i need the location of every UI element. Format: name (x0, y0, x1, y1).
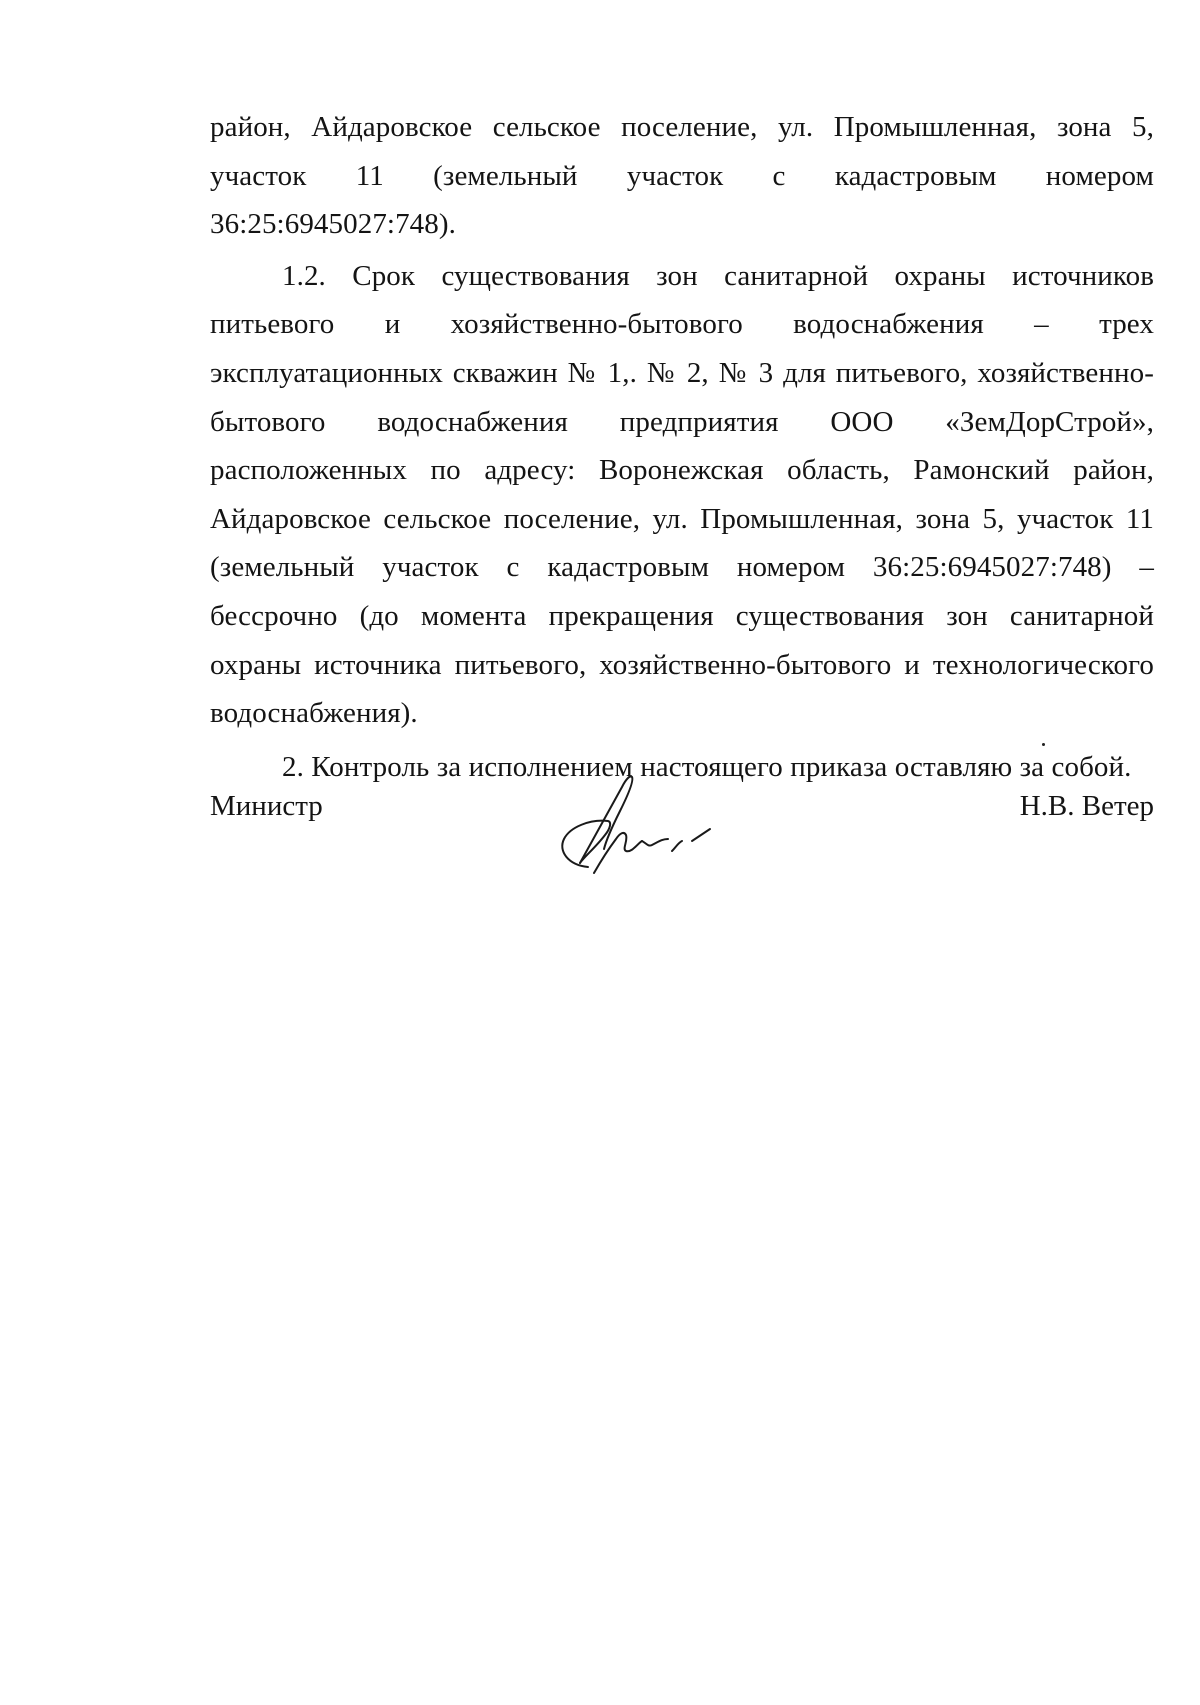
paragraph-1-2-protection-zone-term: 1.2. Срок существования зон санитарной охраны источников питьевого и хозяйственно-бытового водоснабжения – трех эксплуатационных скважин № 1,. № 2, № 3 для питьевого, хозяйственно-бытового водоснабжения предприятия ООО «ЗемДорСтрой», расположенных по адресу: Воронежская область, Рамонский район, Айдаровское сельское поселение, ул. Промышленная, зона 5, участок 11 (земельный участок с кадастровым номером 36:25:6945027:748) – бессрочно (до момента прекращения существования зон санитарной охраны источника питьевого, хозяйственно-бытового и технологического водоснабжения). (210, 259, 1154, 730)
signer-position-title: Министр (210, 790, 323, 822)
paragraph-2-control-clause: 2. Контроль за исполнением настоящего приказа оставляю за собой. (282, 750, 1132, 783)
signer-name: Н.В. Ветер (1019, 790, 1154, 822)
paragraph-address-continuation: район, Айдаровское сельское поселение, ул. Промышленная, зона 5, участок 11 (земельный участок с кадастровым номером 36:25:6945027:748). (210, 111, 1154, 241)
handwritten-signature (550, 769, 730, 879)
document-body (210, 103, 1154, 796)
stray-mark (1042, 743, 1045, 746)
